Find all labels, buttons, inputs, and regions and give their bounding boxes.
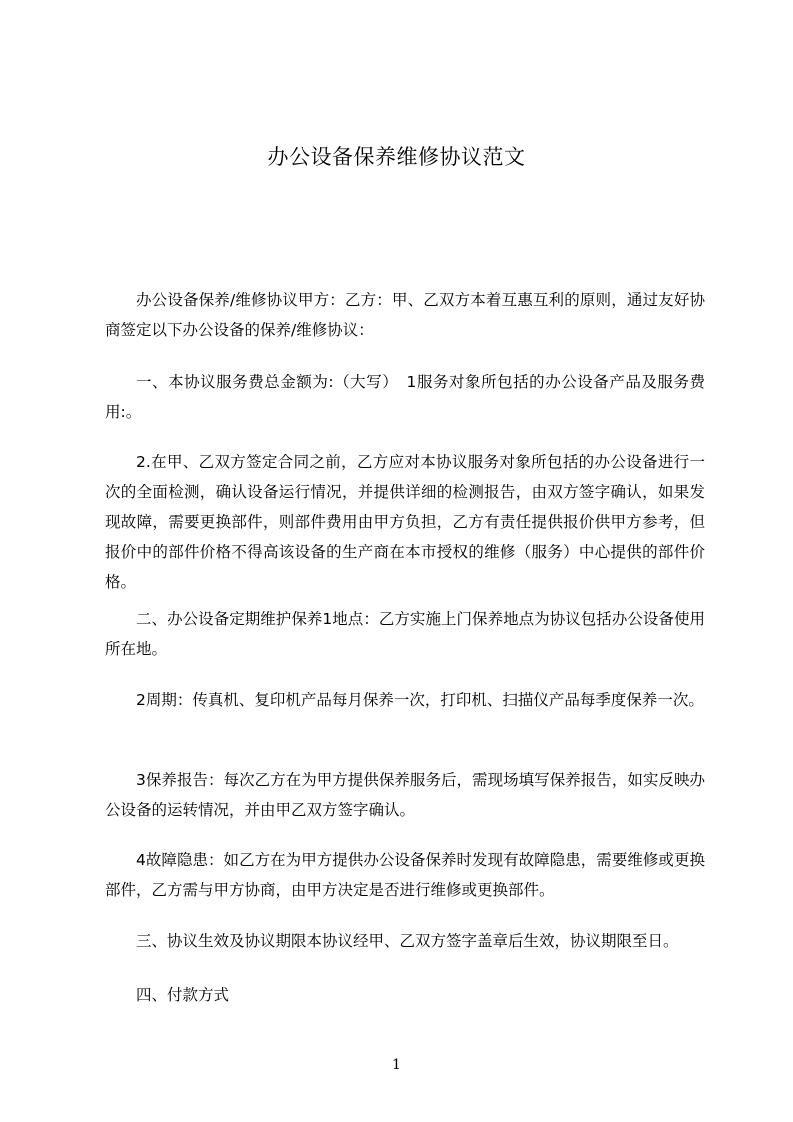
paragraph-section-4: 四、付款方式 [136, 986, 230, 1004]
paragraph-section-3: 三、协议生效及协议期限本协议经甲、乙双方签字盖章后生效，协议期限至日。 [136, 932, 679, 950]
paragraph-section-2-item-2: 2周期：传真机、复印机产品每月保养一次，打印机、扫描仪产品每季度保养一次。 [136, 691, 704, 709]
paragraph-section-2-item-3: 3保养报告：每次乙方在为甲方提供保养服务后，需现场填写保养报告，如实反映办公设备的运转情况，并由甲乙双方签字确认。 [105, 771, 705, 819]
document-title: 办公设备保养维修协议范文 [267, 145, 526, 169]
paragraph-section-2-item-4: 4故障隐患：如乙方在为甲方提供办公设备保养时发现有故障隐患，需要维修或更换部件，乙方需与甲方协商，由甲方决定是否进行维修或更换部件。 [105, 851, 705, 899]
paragraph-section-2: 二、办公设备定期维护保养1地点：乙方实施上门保养地点为协议包括办公设备使用所在地。 [105, 610, 705, 658]
paragraph-section-1-item-2: 2.在甲、乙双方签定合同之前，乙方应对本协议服务对象所包括的办公设备进行一次的全面检测，确认设备运行情况，并提供详细的检测报告，由双方签字确认，如果发现故障，需要更换部件，则部件费用由甲方负担，乙方有责任提供报价供甲方参考，但报价中的部件价格不得高该设备的生产商在本市授权的维修（服务）中心提供的部件价格。 [105, 453, 705, 591]
paragraph-section-1: 一、本协议服务费总金额为:（大写） 1服务对象所包括的办公设备产品及服务费用:。 [105, 373, 705, 421]
paragraph-intro: 办公设备保养/维修协议甲方：乙方：甲、乙双方本着互惠互利的原则，通过友好协商签定以下办公设备的保养/维修协议： [105, 291, 705, 339]
page-number: 1 [392, 1057, 401, 1073]
